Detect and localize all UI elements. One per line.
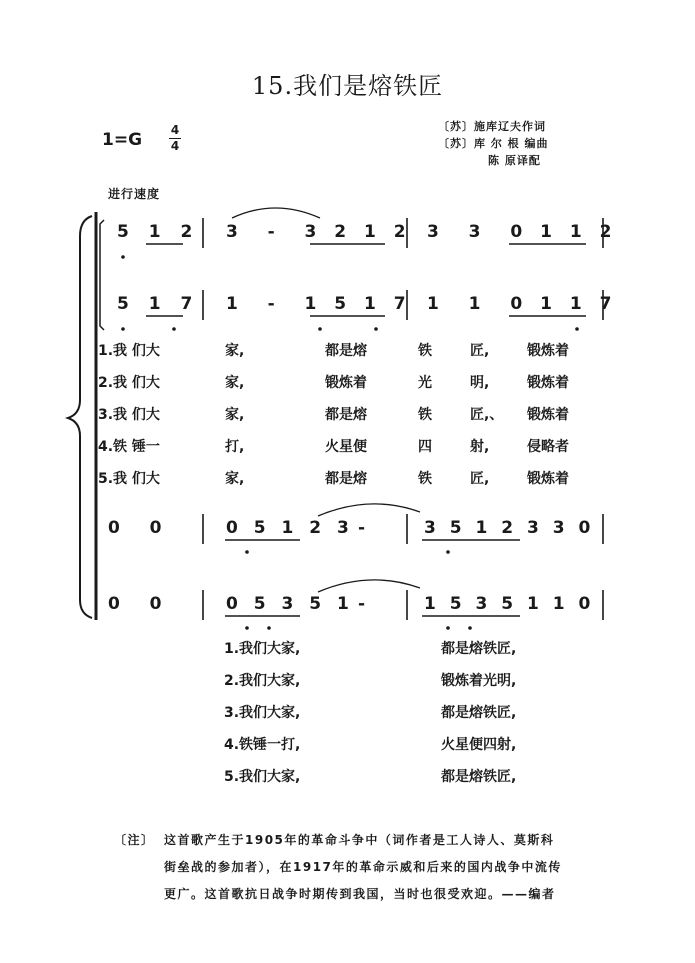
s1-verse-5-e: 匠,: [470, 471, 490, 487]
s1-verse-4-e: 射,: [470, 439, 490, 455]
footnote-line-1: 这首歌产生于1905年的革命斗争中（词作者是工人诗人、莫斯科: [164, 833, 555, 847]
s1-verse-1-b: 家,: [225, 343, 245, 359]
s1-top-measure-2: 3 3 0 1 1 2: [427, 222, 618, 242]
footnote-line-3: 更广。这首歌抗日战争时期传到我国，当时也很受欢迎。——编者: [164, 887, 556, 901]
s2-verse-3-b: 都是熔铁匠,: [441, 705, 517, 721]
s1-verse-5-a: 5.我 们大: [98, 471, 160, 487]
s1-verse-4-c: 火星便: [325, 439, 367, 455]
s1-verse-5-c: 都是熔: [325, 471, 367, 487]
s1-verse-2-b: 家,: [225, 375, 245, 391]
s1-verse-2-f: 锻炼着: [527, 375, 569, 391]
s1-verse-1-a: 1.我 们大: [98, 343, 160, 359]
s1-verse-1-e: 匠,: [470, 343, 490, 359]
s2-verse-2-a: 2.我们大家,: [224, 673, 301, 689]
s1-verse-2-c: 锻炼着: [325, 375, 367, 391]
s2-top-measure-1-dash: -: [358, 518, 366, 538]
s1-verse-4-a: 4.铁 锤一: [98, 439, 160, 455]
s1-verse-1-f: 锻炼着: [527, 343, 569, 359]
inner-bracket: [100, 220, 104, 330]
credit-arranger: 陈 原译配: [488, 154, 541, 167]
s2-verse-1-b: 都是熔铁匠,: [441, 641, 517, 657]
credit-lyricist: 〔苏〕施库辽夫作词: [438, 120, 546, 133]
s2-verse-3-a: 3.我们大家,: [224, 705, 301, 721]
s1-bottom-measure-1: 1 - 1 5 1 7: [226, 294, 412, 314]
s1-verse-2-e: 明,: [470, 375, 490, 391]
s1-verse-3-f: 锻炼着: [527, 407, 569, 423]
s1-verse-3-c: 都是熔: [325, 407, 367, 423]
s2-bottom-measure-1: 0 5 3 5 1: [226, 594, 354, 614]
s1-verse-1-c: 都是熔: [325, 343, 367, 359]
s1-verse-4-d: 四: [418, 439, 432, 455]
s2-top-measure-1: 0 5 1 2 3: [226, 518, 354, 538]
s2-verse-4-b: 火星便四射,: [441, 737, 517, 753]
s1-verse-3-e: 匠,、: [470, 407, 504, 423]
s2-top-measure-2: 3 5 1 2 3 3 0: [424, 518, 595, 538]
s2-verse-1-a: 1.我们大家,: [224, 641, 301, 657]
tempo-marking: 进行速度: [108, 187, 161, 201]
s2-verse-5-b: 都是熔铁匠,: [441, 769, 517, 785]
s2-verse-2-b: 锻炼着光明,: [441, 673, 517, 689]
s1-top-pickup: 5 1 2: [117, 222, 200, 242]
s1-verse-4-f: 侵略者: [527, 439, 569, 455]
s1-verse-4-b: 打,: [225, 439, 245, 455]
s1-verse-2-a: 2.我 们大: [98, 375, 160, 391]
s2-bottom-pickup: 0 0: [108, 594, 168, 614]
s2-bottom-measure-1-dash: -: [358, 594, 366, 614]
song-title: 15.我们是熔铁匠: [251, 72, 444, 100]
s2-verse-4-a: 4.铁锤一打,: [224, 737, 301, 753]
s1-verse-5-b: 家,: [225, 471, 245, 487]
key-signature: 1=G: [102, 130, 143, 150]
s1-verse-3-b: 家,: [225, 407, 245, 423]
credit-composer: 〔苏〕库 尔 根 编曲: [438, 137, 549, 150]
s1-verse-3-d: 铁: [418, 407, 432, 423]
s1-bottom-pickup: 5 1 7: [117, 294, 200, 314]
s1-verse-3-a: 3.我 们大: [98, 407, 160, 423]
time-signature-bottom: 4: [170, 139, 180, 153]
s1-verse-2-d: 光: [418, 375, 432, 391]
footnote-line-2: 街垒战的参加者），在1917年的革命示威和后来的国内战争中流传: [164, 860, 562, 874]
slur: [232, 208, 320, 218]
time-signature-top: 4: [170, 123, 180, 137]
s1-bottom-measure-2: 1 1 0 1 1 7: [427, 294, 618, 314]
s1-verse-5-f: 锻炼着: [527, 471, 569, 487]
s1-top-measure-1: 3 - 3 2 1 2: [226, 222, 412, 242]
s1-verse-5-d: 铁: [418, 471, 432, 487]
s2-top-pickup: 0 0: [108, 518, 168, 538]
slur: [318, 580, 420, 592]
s1-verse-1-d: 铁: [418, 343, 432, 359]
s2-verse-5-a: 5.我们大家,: [224, 769, 301, 785]
system-brace: [68, 216, 92, 618]
footnote-label: 〔注〕: [114, 833, 155, 847]
s2-bottom-measure-2: 1 5 3 5 1 1 0: [424, 594, 595, 614]
slur: [318, 504, 420, 516]
